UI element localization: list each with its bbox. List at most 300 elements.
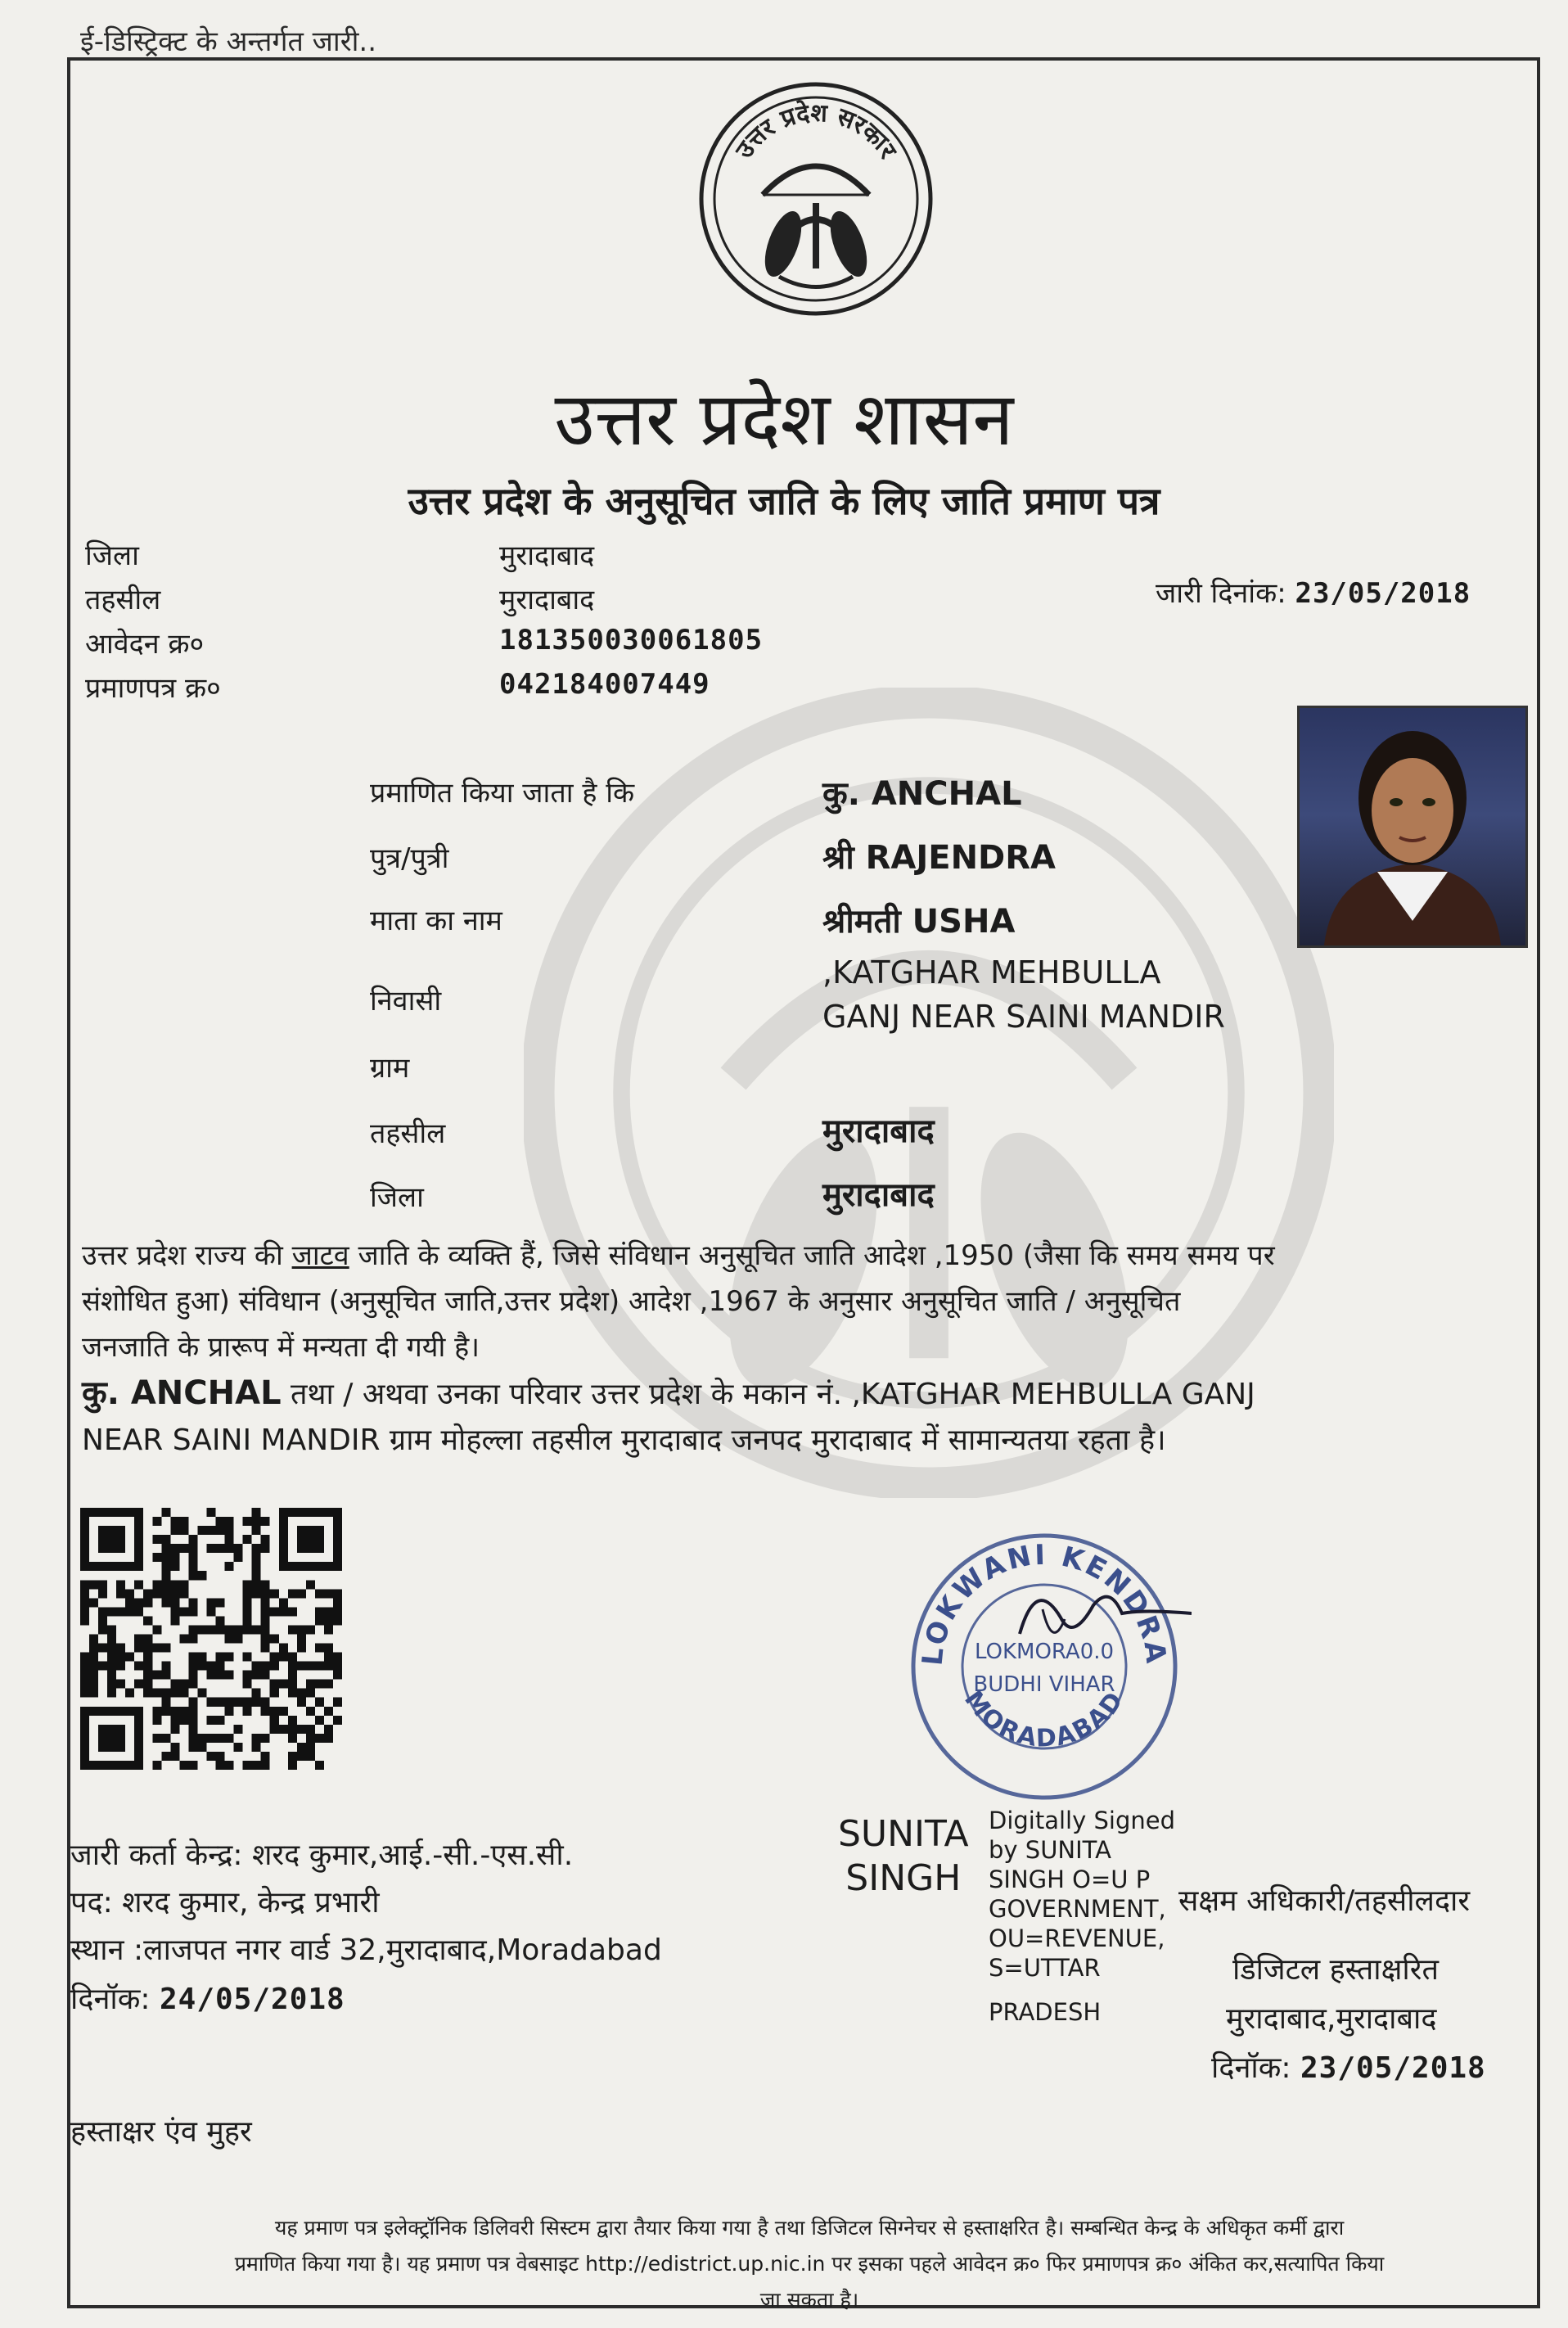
qr-module [152,1517,161,1526]
header-note: ई-डिस्ट्रिक्ट के अन्तर्गत जारी.. [80,25,377,58]
qr-module [216,1662,225,1671]
qr-module [261,1589,270,1598]
qr-module [107,1644,116,1653]
qr-module [324,1644,333,1653]
authority-date-value: 23/05/2018 [1300,2051,1486,2085]
svg-text:LOKMORA0.0: LOKMORA0.0 [974,1640,1115,1664]
qr-module [107,1680,116,1689]
authority-place: मुरादाबाद,मुरादाबाद [1226,2002,1437,2036]
qr-module [170,1752,179,1761]
qr-module [252,1562,261,1571]
qr-module [243,1707,252,1716]
qr-module [143,1653,152,1662]
qr-module [143,1634,152,1643]
qr-module [134,1680,143,1689]
qr-module [288,1761,297,1770]
qr-module [125,1589,134,1598]
qr-module [216,1734,225,1743]
qr-module [170,1680,179,1689]
qr-module [170,1689,179,1698]
qr-module [152,1671,161,1680]
qr-module [261,1644,270,1653]
district-value: मुरादाबाद [499,539,595,572]
qr-module [152,1761,161,1770]
qr-module [161,1589,170,1598]
issuer-centre-value: शरद कुमार,आई.-सी.-एस.सी. [251,1838,574,1872]
qr-module [116,1653,125,1662]
qr-module [279,1598,288,1607]
qr-module [270,1725,279,1734]
qr-module [89,1680,98,1689]
para1-line-2: संशोधित हुआ) संविधान (अनुसूचित जाति,उत्तर प्रदेश) आदेश ,1967 के अनुसार अनुसूचित जाति / अनुसूचित [82,1285,1181,1318]
qr-module [206,1671,215,1680]
qr-module [225,1526,234,1535]
sign-stamp-label: हस्ताक्षर एंव मुहर [70,2115,252,2149]
qr-module [252,1698,261,1707]
para2-name: कु. ANCHAL [82,1374,282,1412]
qr-module [197,1662,206,1671]
qr-module [188,1634,197,1643]
qr-module [216,1526,225,1535]
qr-module [333,1698,342,1707]
svg-text:BUDHI VIHAR: BUDHI VIHAR [973,1672,1115,1697]
qr-module [306,1752,315,1761]
qr-module [98,1644,107,1653]
qr-module [261,1544,270,1553]
qr-module [225,1544,234,1553]
qr-module [170,1589,179,1598]
qr-module [134,1580,143,1589]
qr-module [161,1598,170,1607]
qr-module [152,1535,161,1544]
digital-sig-line: GOVERNMENT, [989,1895,1166,1923]
qr-module [315,1662,324,1671]
qr-module [306,1743,315,1752]
qr-module [261,1761,270,1770]
qr-module [243,1698,252,1707]
qr-module [206,1716,215,1725]
qr-module [252,1689,261,1698]
qr-module [179,1580,188,1589]
qr-module [161,1707,170,1716]
qr-module [306,1662,315,1671]
qr-module [206,1752,215,1761]
qr-module [125,1598,134,1607]
qr-module [170,1526,179,1535]
qr-module [252,1671,261,1680]
qr-module [261,1580,270,1589]
qr-module [89,1689,98,1698]
qr-module [98,1625,107,1634]
qr-module [270,1707,279,1716]
qr-module [288,1725,297,1734]
issuer-date-value: 24/05/2018 [159,1983,345,2016]
qr-module [143,1662,152,1671]
qr-module [161,1734,170,1743]
detail-tehsil-label: तहसील [370,1117,446,1150]
mother-name: श्रीमती USHA [822,903,1016,941]
qr-module [134,1634,143,1643]
qr-module [125,1689,134,1698]
qr-module [89,1671,98,1680]
qr-module [333,1662,342,1671]
qr-module [143,1589,152,1598]
qr-module [324,1734,333,1743]
qr-module [252,1544,261,1553]
qr-module [252,1734,261,1743]
svg-text:LOKWANI KENDRA: LOKWANI KENDRA [916,1538,1173,1667]
qr-module [288,1734,297,1743]
qr-module [216,1517,225,1526]
qr-module [89,1598,98,1607]
qr-module [98,1589,107,1598]
authority-date [1211,2046,1486,2087]
qr-module [252,1526,261,1535]
qr-module [324,1653,333,1662]
qr-module [333,1598,342,1607]
issue-date-label: जारी दिनांक: [1156,577,1286,610]
qr-module [161,1553,170,1562]
qr-module [315,1644,324,1653]
qr-module [188,1544,197,1553]
qr-module [161,1580,170,1589]
qr-module [306,1689,315,1698]
qr-module [116,1580,125,1589]
issuer-place [70,1929,662,1969]
qr-module [89,1580,98,1589]
qr-module [261,1734,270,1743]
qr-module [161,1662,170,1671]
signer-name-line-2: SINGH [845,1857,962,1899]
svg-text:उत्तर प्रदेश सरकार: उत्तर प्रदेश सरकार [730,98,903,165]
qr-module [152,1553,161,1562]
qr-module [225,1734,234,1743]
qr-module [80,1680,89,1689]
qr-module [243,1680,252,1689]
qr-module [197,1526,206,1535]
qr-module [80,1607,89,1616]
qr-module [243,1535,252,1544]
qr-module [297,1698,306,1707]
footnote-line-3: जा सकता है। [759,2288,859,2312]
qr-module [270,1680,279,1689]
para2-text-a: तथा / अथवा उनका परिवार उत्तर प्रदेश के मकान नं. ,KATGHAR MEHBULLA GANJ [281,1378,1255,1411]
qr-module [243,1589,252,1598]
qr-module [261,1625,270,1634]
qr-module [188,1562,197,1571]
qr-module [234,1725,243,1734]
qr-module [270,1689,279,1698]
qr-module [143,1680,152,1689]
qr-module [261,1752,270,1761]
qr-module [188,1535,197,1544]
qr-module [206,1662,215,1671]
qr-module [143,1689,152,1698]
qr-module [225,1761,234,1770]
qr-module [261,1634,270,1643]
qr-module [170,1607,179,1616]
digital-sig-line: OU=REVENUE, [989,1924,1165,1952]
qr-module [206,1544,215,1553]
qr-module [270,1653,279,1662]
qr-module [161,1544,170,1553]
qr-module [197,1625,206,1634]
qr-module [170,1517,179,1526]
qr-module [225,1671,234,1680]
qr-module [206,1598,215,1607]
qr-module [225,1625,234,1634]
qr-module [206,1607,215,1616]
qr-module [270,1716,279,1725]
qr-module [107,1625,116,1634]
qr-module [197,1689,206,1698]
qr-module [170,1707,179,1716]
qr-module [288,1653,297,1662]
tehsil-value: मुरादाबाद [499,584,595,616]
application-number-label: आवेदन क्र० [85,628,205,661]
qr-module [333,1616,342,1625]
certificate-title: उत्तर प्रदेश के अनुसूचित जाति के लिए जाति प्रमाण पत्र [408,479,1160,523]
qr-module [116,1644,125,1653]
caste-name: जाटव [291,1239,349,1272]
qr-module [107,1607,116,1616]
qr-module [152,1707,161,1716]
qr-module [216,1698,225,1707]
qr-module [89,1644,98,1653]
qr-module [98,1607,107,1616]
qr-module [161,1535,170,1544]
qr-module [80,1662,89,1671]
qr-module [252,1662,261,1671]
digital-sig-line: SINGH O=U P [989,1866,1151,1893]
qr-module [252,1580,261,1589]
qr-module [234,1634,243,1643]
qr-module [152,1625,161,1634]
qr-module [170,1544,179,1553]
issue-date-value: 23/05/2018 [1295,577,1471,610]
residence-paragraph [82,1370,1539,1464]
qr-module [80,1653,89,1662]
digital-sig-line: PRADESH [989,1998,1102,2026]
qr-module [170,1580,179,1589]
qr-module [161,1571,170,1580]
qr-module [179,1517,188,1526]
qr-module [188,1743,197,1752]
qr-module [270,1634,279,1643]
detail-tehsil-value: मुरादाबाद [822,1112,935,1150]
qr-module [324,1607,333,1616]
qr-module [288,1662,297,1671]
qr-module [297,1589,306,1598]
qr-module [216,1752,225,1761]
qr-module [243,1761,252,1770]
qr-module [179,1707,188,1716]
qr-module [89,1662,98,1671]
qr-module [315,1680,324,1689]
qr-module [188,1598,197,1607]
qr-module [225,1535,234,1544]
qr-module [288,1716,297,1725]
qr-module [80,1689,89,1698]
qr-module [324,1625,333,1634]
qr-module [306,1580,315,1589]
qr-module [170,1553,179,1562]
issuer-post [70,1881,380,1921]
qr-module [297,1662,306,1671]
qr-module [134,1607,143,1616]
issue-date [1156,573,1471,611]
qr-module [179,1526,188,1535]
qr-module [297,1644,306,1653]
qr-module [324,1662,333,1671]
qr-module [179,1761,188,1770]
qr-module [225,1517,234,1526]
digital-sig-line: by SUNITA [989,1836,1111,1864]
qr-module [152,1580,161,1589]
qr-module [116,1662,125,1671]
qr-module [161,1689,170,1698]
authority-date-label: दिनॉक: [1211,2051,1291,2085]
qr-module [297,1743,306,1752]
qr-module [324,1725,333,1734]
qr-module [161,1752,170,1761]
qr-module [324,1680,333,1689]
certificate-number-value: 042184007449 [499,668,710,701]
qr-module [188,1725,197,1734]
qr-module [306,1734,315,1743]
detail-district-label: जिला [370,1181,424,1214]
issuer-centre [70,1834,573,1874]
qr-module [143,1644,152,1653]
qr-module [324,1616,333,1625]
qr-module [306,1625,315,1634]
qr-module [261,1535,270,1544]
qr-module [279,1644,288,1653]
qr-module [179,1680,188,1689]
qr-module [179,1634,188,1643]
qr-module [315,1589,324,1598]
qr-module [216,1671,225,1680]
qr-module [252,1625,261,1634]
qr-module [206,1526,215,1535]
qr-module [261,1598,270,1607]
qr-module [306,1725,315,1734]
qr-module [261,1707,270,1716]
qr-module [216,1653,225,1662]
qr-module [288,1607,297,1616]
issuer-place-label: स्थान : [70,1933,144,1967]
up-government-emblem [697,80,935,318]
qr-module [107,1671,116,1680]
qr-module [98,1662,107,1671]
qr-module [234,1553,243,1562]
qr-module [333,1589,342,1598]
certified-label: प्रमाणित किया जाता है कि [370,777,635,810]
qr-code [80,1508,342,1770]
qr-module [216,1598,225,1607]
qr-module [252,1571,261,1580]
issuer-date [70,1978,345,2018]
qr-module [234,1698,243,1707]
qr-module [243,1625,252,1634]
qr-module [161,1562,170,1571]
qr-module [170,1743,179,1752]
qr-module [116,1589,125,1598]
qr-module [279,1653,288,1662]
qr-module [188,1716,197,1725]
qr-module [206,1625,215,1634]
qr-module [125,1653,134,1662]
address-line-1: ,KATGHAR MEHBULLA [822,954,1161,990]
qr-module [161,1698,170,1707]
qr-module [225,1562,234,1571]
qr-module [270,1607,279,1616]
qr-module [89,1634,98,1643]
qr-module [188,1662,197,1671]
qr-module [333,1671,342,1680]
resident-label: निवासी [370,985,442,1017]
qr-module [252,1508,261,1517]
qr-module [306,1680,315,1689]
qr-module [170,1716,179,1725]
qr-module [80,1598,89,1607]
qr-module [234,1743,243,1752]
qr-module [216,1625,225,1634]
qr-module [234,1544,243,1553]
qr-module [270,1589,279,1598]
qr-module [252,1553,261,1562]
authority-signed: डिजिटल हस्ताक्षरित [1232,1953,1439,1987]
father-name: श्री RAJENDRA [822,839,1057,877]
para1-text-a: उत्तर प्रदेश राज्य की [82,1239,292,1272]
qr-module [297,1625,306,1634]
para1-text-b: जाति के व्यक्ति हैं, जिसे संविधान अनुसूचित जाति आदेश ,1950 (जैसा कि समय समय पर [349,1239,1275,1272]
qr-module [188,1625,197,1634]
qr-module [107,1662,116,1671]
qr-module [161,1508,170,1517]
qr-module [216,1544,225,1553]
qr-module [243,1598,252,1607]
qr-module [89,1653,98,1662]
qr-module [279,1607,288,1616]
qr-module [152,1716,161,1725]
qr-module [252,1743,261,1752]
qr-module [98,1580,107,1589]
digital-sig-line: S=UTTAR [989,1954,1101,1982]
qr-module [179,1589,188,1598]
qr-module [188,1671,197,1680]
issuer-place-value: लाजपत नगर वार्ड 32,मुरादाबाद,Moradabad [143,1933,662,1967]
para2-line-2: NEAR SAINI MANDIR ग्राम मोहल्ला तहसील मुरादाबाद जनपद मुरादाबाद में सामान्यतया रहता है। [82,1423,1166,1457]
qr-module [297,1725,306,1734]
qr-module [116,1680,125,1689]
application-number-value: 181350030061805 [499,624,764,656]
qr-module [170,1725,179,1734]
qr-module [188,1553,197,1562]
qr-module [179,1607,188,1616]
qr-module [279,1680,288,1689]
qr-module [206,1698,215,1707]
qr-module [297,1752,306,1761]
qr-module [134,1598,143,1607]
qr-module [270,1662,279,1671]
qr-module [197,1571,206,1580]
svg-text:MORADABAD: MORADABAD [958,1685,1130,1753]
qr-module [306,1707,315,1716]
qr-module [188,1734,197,1743]
qr-module [152,1589,161,1598]
qr-module [188,1571,197,1580]
